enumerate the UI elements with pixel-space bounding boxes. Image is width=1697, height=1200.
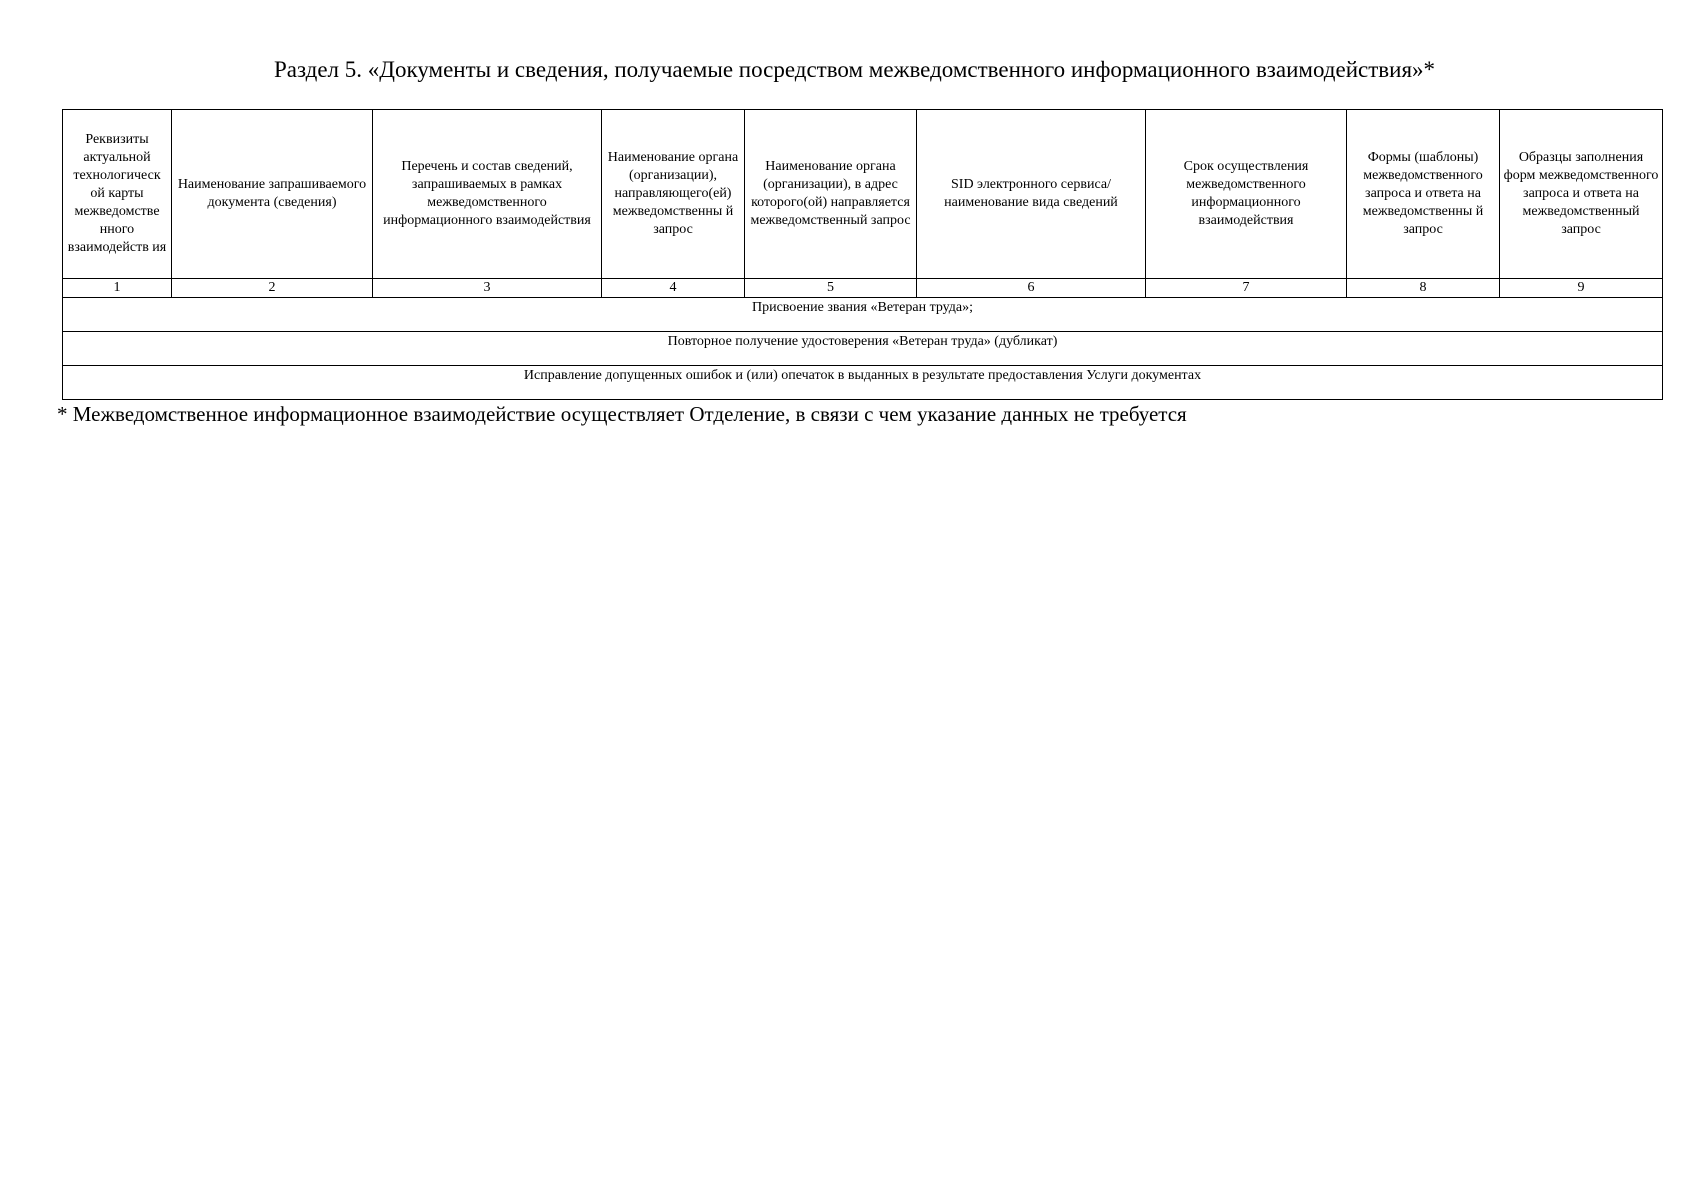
section-title: Присвоение звания «Ветеран труда»; <box>63 298 1663 332</box>
column-number: 9 <box>1500 279 1663 298</box>
section-row-assignment <box>63 298 1663 332</box>
column-number: 8 <box>1347 279 1500 298</box>
column-number: 3 <box>373 279 602 298</box>
column-number: 1 <box>63 279 172 298</box>
column-number-row <box>63 279 1663 298</box>
footnote: * Межведомственное информационное взаимодействие осуществляет Отделение, в связи с чем указание данных не требуется <box>57 402 1187 426</box>
column-number: 5 <box>745 279 917 298</box>
column-header-sending-organ: Наименование органа (организации), направляющего(ей) межведомственны й запрос <box>602 110 745 279</box>
section-title: Исправление допущенных ошибок и (или) опечаток в выданных в результате предоставления Услуги документах <box>63 366 1663 400</box>
column-header-receiving-organ: Наименование органа (организации), в адрес которого(ой) направляется межведомственный запрос <box>745 110 917 279</box>
section-row-corrections <box>63 366 1663 400</box>
column-number: 4 <box>602 279 745 298</box>
column-header-sid: SID электронного сервиса/ наименование вида сведений <box>917 110 1146 279</box>
column-number: 7 <box>1146 279 1347 298</box>
column-header-term: Срок осуществления межведомственного информационного взаимодействия <box>1146 110 1347 279</box>
column-number: 2 <box>172 279 373 298</box>
page-title: Раздел 5. «Документы и сведения, получаемые посредством межведомственного информационного взаимодействия»* <box>273 57 1436 82</box>
section-title: Повторное получение удостоверения «Ветеран труда» (дубликат) <box>63 332 1663 366</box>
column-number: 6 <box>917 279 1146 298</box>
column-header-document-name: Наименование запрашиваемого документа (сведения) <box>172 110 373 279</box>
column-header-info-list: Перечень и состав сведений, запрашиваемых в рамках межведомственного информационного взаимодействия <box>373 110 602 279</box>
documents-table <box>62 109 1663 400</box>
table-header-row <box>63 110 1663 279</box>
column-header-samples: Образцы заполнения форм межведомственного запроса и ответа на межведомственный запрос <box>1500 110 1663 279</box>
section-row-duplicate <box>63 332 1663 366</box>
column-header-requisites: Реквизиты актуальной технологическ ой карты межведомстве нного взаимодейств ия <box>63 110 172 279</box>
column-header-forms: Формы (шаблоны) межведомственного запроса и ответа на межведомственны й запрос <box>1347 110 1500 279</box>
